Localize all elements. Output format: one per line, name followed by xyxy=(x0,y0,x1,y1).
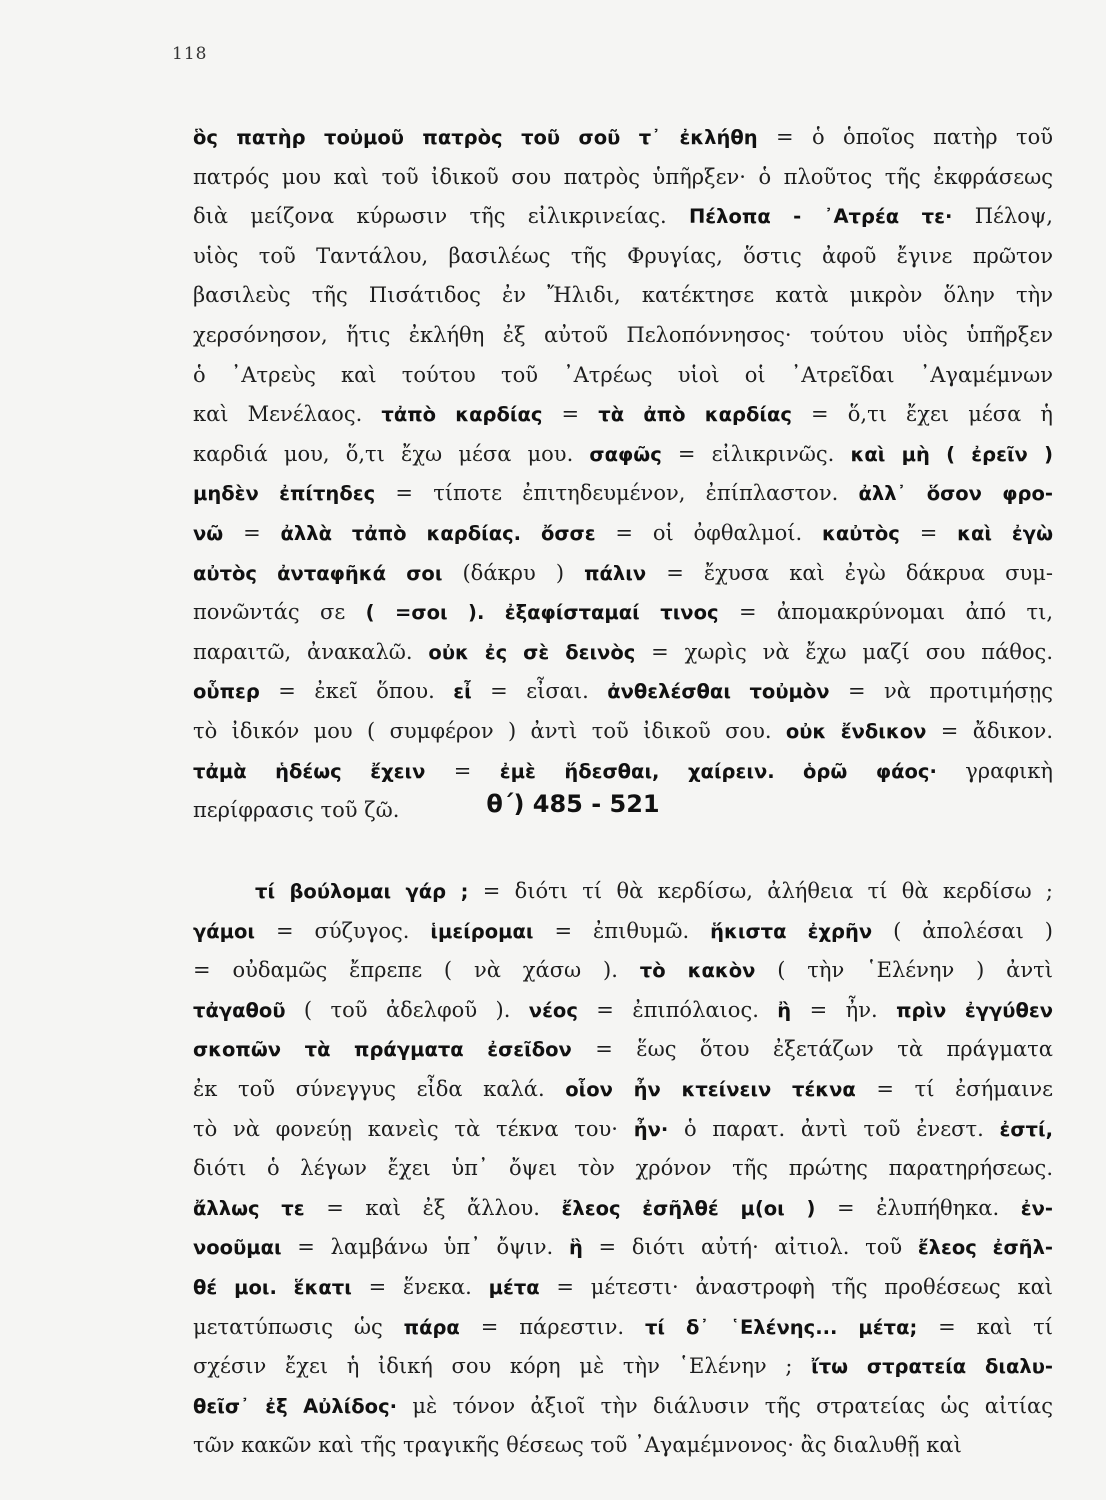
text-line xyxy=(193,951,1053,991)
gloss-text: = ἕως ὅτου ἐξετάζων τὰ πράγματα xyxy=(571,1037,1053,1062)
text-line xyxy=(193,1070,1053,1110)
text-line xyxy=(193,633,1053,673)
text-line xyxy=(193,197,1053,237)
text-line xyxy=(193,158,1053,198)
gloss-text: γραφικὴ xyxy=(936,758,1053,783)
gloss-text: = νὰ προτιμήσῃς xyxy=(829,679,1053,704)
gloss-text: χερσόνησον, ἥτις ἐκλήθη ἐξ αὐτοῦ Πελοπόννησος· τούτου υἱὸς ὑπῆρξεν xyxy=(193,322,1053,347)
lemma-text: ἐμὲ ἥδεσθαι, χαίρειν. xyxy=(499,759,775,783)
gloss-text: = διότι τί θὰ κερδίσω, ἀλήθεια τί θὰ κερδίσω ; xyxy=(468,879,1053,903)
lemma-text: θεῖσ᾿ ἐξ Αὐλίδος· xyxy=(193,1394,398,1418)
gloss-text: = τί ἐσήμαινε xyxy=(855,1076,1053,1101)
lemma-text: ἱμείρομαι xyxy=(430,919,534,943)
gloss-text: = ἐπιθυμῶ. xyxy=(533,918,711,943)
text-line xyxy=(193,1189,1053,1229)
lemma-text: οὐκ ἐς σὲ δεινὸς xyxy=(428,640,636,664)
gloss-text: = χωρὶς νὰ ἔχω μαζί σου πάθος. xyxy=(635,639,1053,664)
lemma-text: τἀγαθοῦ xyxy=(193,998,286,1022)
gloss-text: μετατύπωσις ὡς xyxy=(193,1314,404,1339)
gloss-text: Πέλοψ, xyxy=(952,204,1053,229)
gloss-text: = ὁ ὁποῖος πατὴρ τοῦ xyxy=(757,125,1053,149)
gloss-text: βασιλεὺς τῆς Πισάτιδος ἐν Ἤλιδι, κατέκτησε κατὰ μικρὸν ὅλην τὴν xyxy=(193,283,1053,308)
gloss-text: περίφρασις τοῦ ζῶ. xyxy=(193,798,400,823)
lemma-text: νέος xyxy=(528,998,578,1022)
text-line xyxy=(193,554,1053,594)
gloss-text: πατρός μου καὶ τοῦ ἰδικοῦ σου πατρὸς ὑπῆρξεν· ὁ πλοῦτος τῆς ἐκφράσεως xyxy=(193,164,1053,189)
lemma-text: νῶ xyxy=(193,521,224,545)
lemma-text: καὶ ἐγὼ xyxy=(957,521,1053,545)
lemma-text: ἣ xyxy=(568,1236,583,1260)
lemma-text: σαφῶς xyxy=(589,442,662,466)
text-line xyxy=(193,1426,1053,1466)
section-heading: θ΄) 485 - 521 xyxy=(486,790,660,818)
text-line xyxy=(193,1110,1053,1150)
text-line xyxy=(193,1149,1053,1189)
lemma-text: οὐκ ἔνδικον xyxy=(785,719,927,743)
lemma-text: εἶ xyxy=(453,680,472,704)
text-line xyxy=(193,1030,1053,1070)
lemma-text: πάρα xyxy=(403,1315,460,1339)
lemma-text: ἔλεος ἐσῆλ- xyxy=(917,1236,1053,1260)
gloss-text: = διότι αὐτή· αἰτιολ. τοῦ xyxy=(582,1235,918,1260)
gloss-text: = xyxy=(899,520,958,545)
gloss-text: = ἐλυπήθηκα. xyxy=(815,1195,1021,1220)
page-number: 118 xyxy=(172,44,208,64)
text-line xyxy=(193,712,1053,752)
gloss-text: σχέσιν ἔχει ἡ ἰδική σου κόρη μὲ τὴν ῾Ελένην ; xyxy=(193,1354,812,1379)
gloss-text: τὸ νὰ φονεύῃ κανεὶς τὰ τέκνα του· xyxy=(193,1116,634,1141)
lemma-text: Πέλοπα - ᾿Ατρέα τε· xyxy=(688,205,953,229)
gloss-text: = xyxy=(223,520,281,545)
text-line xyxy=(193,593,1053,633)
lemma-text: τἀμὰ ἡδέως ἔχειν xyxy=(193,759,426,783)
text-line xyxy=(193,237,1053,277)
text-line xyxy=(193,435,1053,475)
text-line xyxy=(193,672,1053,712)
gloss-text: καρδιά μου, ὅ,τι ἔχω μέσα μου. xyxy=(193,441,590,466)
gloss-text: = ἕνεκα. xyxy=(351,1274,489,1299)
gloss-text: υἱὸς τοῦ Ταντάλου, βασιλέως τῆς Φρυγίας, ὅστις ἀφοῦ ἔγινε πρῶτον xyxy=(193,243,1053,268)
lemma-text: καὶ μὴ ( ἐρεῖν ) xyxy=(850,442,1053,466)
gloss-text: διὰ μείζονα κύρωσιν τῆς εἰλικρινείας. xyxy=(193,204,689,229)
gloss-text: = ἄδικον. xyxy=(926,718,1053,743)
text-line xyxy=(193,514,1053,554)
lemma-text: ἔλεος ἐσῆλθέ μ(οι ) xyxy=(561,1196,816,1220)
paragraph-commentary-2 xyxy=(193,872,1053,1466)
gloss-text: παραιτῶ, ἀνακαλῶ. xyxy=(193,639,429,664)
lemma-text: τὰ ἀπὸ καρδίας xyxy=(598,403,792,427)
text-line xyxy=(193,991,1053,1031)
gloss-text: = καὶ ἐξ ἄλλου. xyxy=(304,1195,562,1220)
gloss-text: τὸ ἰδικόν μου ( συμφέρον ) ἀντὶ τοῦ ἰδικοῦ σου. xyxy=(193,718,786,743)
lemma-text: ἕκατι xyxy=(293,1275,352,1299)
gloss-text: = τίποτε ἐπιτηδευμένον, ἐπίπλαστον. xyxy=(375,481,859,506)
gloss-text: = καὶ τί xyxy=(917,1314,1053,1339)
lemma-text: ἐστί, xyxy=(999,1117,1053,1141)
gloss-text: = ἦν. xyxy=(791,997,897,1022)
gloss-text xyxy=(521,521,541,545)
lemma-text: ( =σοι ). xyxy=(365,601,485,625)
lemma-text: ἀλλὰ τἀπὸ καρδίας. xyxy=(280,521,522,545)
text-line xyxy=(193,395,1053,435)
text-line xyxy=(193,474,1053,514)
text-line xyxy=(193,752,1053,792)
lemma-text: ὄσσε xyxy=(540,521,596,545)
lemma-text: πάλιν xyxy=(584,561,647,585)
text-line xyxy=(193,1347,1053,1387)
lemma-text: μέτα xyxy=(488,1275,540,1299)
gloss-text: = xyxy=(425,758,500,783)
lemma-text: καὐτὸς xyxy=(822,521,900,545)
gloss-text: τῶν κακῶν καὶ τῆς τραγικῆς θέσεως τοῦ ᾿Αγαμέμνονος· ἂς διαλυθῇ καὶ xyxy=(193,1433,962,1458)
gloss-text: ( ἀπολέσαι ) xyxy=(872,918,1053,943)
gloss-text: = μέτεστι· ἀναστροφὴ τῆς προθέσεως καὶ xyxy=(539,1274,1053,1299)
gloss-text xyxy=(484,600,504,624)
text-line xyxy=(193,872,1053,912)
lemma-text: τί βούλομαι γάρ ; xyxy=(255,880,469,903)
gloss-text: ἐκ τοῦ σύνεγγυς εἶδα καλά. xyxy=(193,1076,566,1101)
lemma-text: τί δ᾿ ῾Ελένης... μέτα; xyxy=(644,1315,918,1339)
gloss-text: καὶ Μενέλαος. xyxy=(193,402,382,427)
lemma-text: μηδὲν ἐπίτηδες xyxy=(193,482,376,506)
text-line xyxy=(193,276,1053,316)
lemma-text: τὸ κακὸν xyxy=(639,959,756,983)
gloss-text xyxy=(277,1275,294,1299)
text-line xyxy=(193,1228,1053,1268)
gloss-text: ( τοῦ ἀδελφοῦ ). xyxy=(285,997,529,1022)
gloss-text: = λαμβάνω ὑπ᾿ ὄψιν. xyxy=(281,1235,569,1260)
gloss-text: = οὐδαμῶς ἔπρεπε ( νὰ χάσω ). xyxy=(193,958,640,983)
lemma-text: αὐτὸς ἀνταφῆκά σοι xyxy=(193,561,443,585)
gloss-text: μὲ τόνον ἀξιοῖ τὴν διάλυσιν τῆς στρατείας ὡς αἰτίας xyxy=(397,1393,1053,1418)
lemma-text: γάμοι xyxy=(193,919,256,943)
gloss-text: = οἱ ὀφθαλμοί. xyxy=(595,520,823,545)
gloss-text: πονῶντάς σε xyxy=(193,600,366,625)
lemma-text: ἴτω στρατεία διαλυ- xyxy=(811,1355,1053,1379)
gloss-text: ὁ ᾿Ατρεὺς καὶ τούτου τοῦ ᾿Ατρέως υἱοὶ οἱ ᾿Ατρεῖδαι ᾿Αγαμέμνων xyxy=(193,362,1053,387)
lemma-text: θέ μοι. xyxy=(193,1275,277,1299)
text-line xyxy=(193,912,1053,952)
gloss-text: = σύζυγος. xyxy=(255,918,431,943)
gloss-text: = ἐκεῖ ὅπου. xyxy=(259,679,454,704)
lemma-text: ὃς πατὴρ τοὐμοῦ πατρὸς τοῦ σοῦ τ᾿ ἐκλήθη xyxy=(193,126,758,149)
text-line xyxy=(193,1308,1053,1348)
lemma-text: ἄλλως τε xyxy=(193,1196,305,1220)
gloss-text: (δάκρυ ) xyxy=(442,560,585,585)
lemma-text: ἀλλ᾿ ὅσον φρο- xyxy=(858,482,1053,506)
gloss-text: = ἔχυσα καὶ ἐγὼ δάκρυα συμ- xyxy=(646,560,1053,585)
gloss-text: = xyxy=(542,402,599,427)
lemma-text: ἐν- xyxy=(1020,1196,1053,1220)
text-line xyxy=(193,1268,1053,1308)
gloss-text: = ὅ,τι ἔχει μέσα ἡ xyxy=(791,402,1053,427)
lemma-text: ὁρῶ φάος· xyxy=(803,759,937,783)
lemma-text: οἷον ἦν κτείνειν τέκνα xyxy=(565,1077,856,1101)
text-line xyxy=(193,1387,1053,1427)
lemma-text: σκοπῶν τὰ πράγματα ἐσεῖδον xyxy=(193,1038,572,1062)
paragraph-commentary-1 xyxy=(193,118,1053,831)
lemma-text: νοοῦμαι xyxy=(193,1236,282,1260)
gloss-text: = πάρεστιν. xyxy=(459,1314,645,1339)
lemma-text: πρὶν ἐγγύθεν xyxy=(896,998,1053,1022)
lemma-text: ἢ xyxy=(777,998,792,1022)
text-line xyxy=(193,316,1053,356)
gloss-text: ( τὴν ῾Ελένην ) ἀντὶ xyxy=(755,958,1053,983)
gloss-text: = εἰλικρινῶς. xyxy=(661,441,851,466)
lemma-text: τἀπὸ καρδίας xyxy=(381,403,543,427)
text-line xyxy=(193,356,1053,396)
gloss-text: ὁ παρατ. ἀντὶ τοῦ ἐνεστ. xyxy=(668,1116,1000,1141)
lemma-text: ἦν· xyxy=(633,1117,669,1141)
lemma-text: ἐξαφίσταμαί τινος xyxy=(504,601,719,625)
lemma-text: ἥκιστα ἐχρῆν xyxy=(710,919,873,943)
gloss-text xyxy=(775,759,803,783)
text-line xyxy=(193,118,1053,158)
lemma-text: ἀνθελέσθαι τοὐμὸν xyxy=(607,680,830,704)
gloss-text: διότι ὁ λέγων ἔχει ὑπ᾿ ὄψει τὸν χρόνον τῆς πρώτης παρατηρήσεως. xyxy=(193,1156,1053,1181)
lemma-text: οὗπερ xyxy=(193,680,260,704)
gloss-text: = ἀπομακρύνομαι ἀπό τι, xyxy=(718,600,1053,625)
gloss-text: = εἶσαι. xyxy=(471,679,608,704)
gloss-text: = ἐπιπόλαιος. xyxy=(577,997,778,1022)
